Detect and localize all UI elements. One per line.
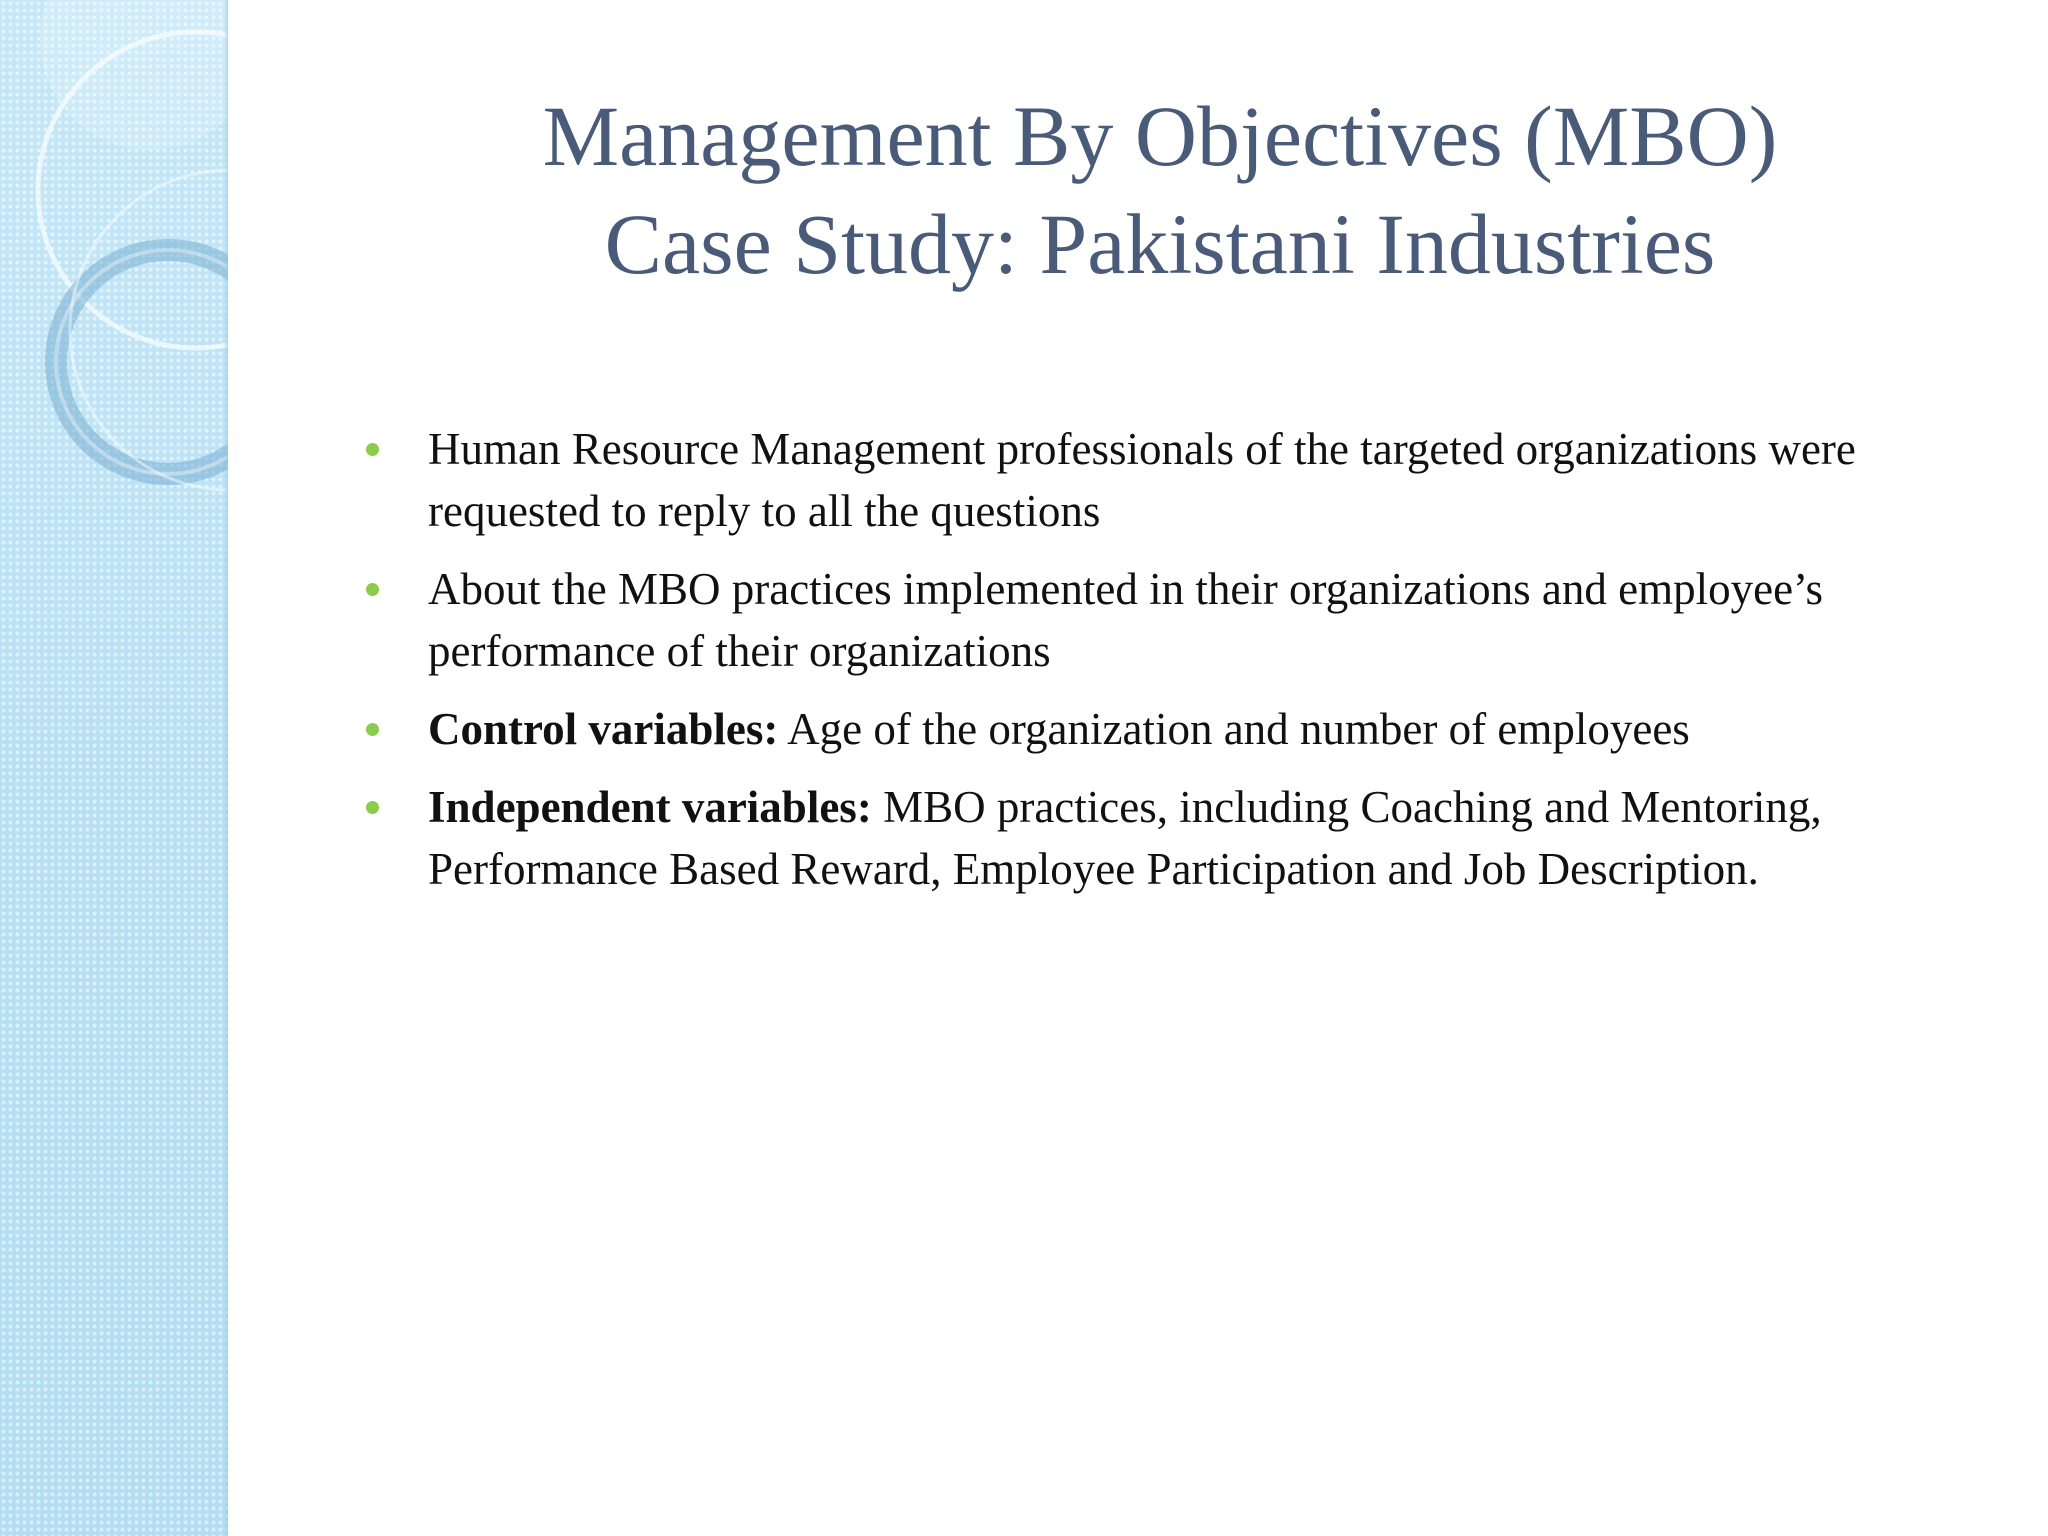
bullet-dot-icon (366, 801, 379, 814)
bullet-text: Age of the organization and number of employees (778, 704, 1690, 754)
bullet-item (366, 418, 1966, 542)
title-line-2: Case Study: Pakistani Industries (604, 196, 1716, 292)
slide-title (360, 82, 1960, 298)
bullet-text: Human Resource Management professionals of the targeted organizations were requested to reply to all the questions (428, 424, 1856, 536)
bullet-label: Control variables: (428, 704, 779, 754)
bullet-label: Independent variables: (428, 782, 872, 832)
title-line-1: Management By Objectives (MBO) (542, 88, 1778, 184)
bullet-item (366, 558, 1966, 682)
bullet-dot-icon (366, 443, 379, 456)
bullet-item (366, 698, 1966, 760)
bullet-dot-icon (366, 583, 379, 596)
bullet-text: About the MBO practices implemented in their organizations and employee’s performance of their organizations (428, 564, 1824, 676)
decorative-side-band (0, 0, 228, 1536)
decorative-rings-icon (0, 0, 228, 520)
bullet-list (366, 418, 1966, 916)
bullet-text: MBO practices, including Coaching and Mentoring, Performance Based Reward, Employee Participation and Job Description. (428, 782, 1822, 894)
bullet-dot-icon (366, 723, 379, 736)
side-band-edge (224, 0, 228, 1536)
bullet-item (366, 776, 1966, 900)
